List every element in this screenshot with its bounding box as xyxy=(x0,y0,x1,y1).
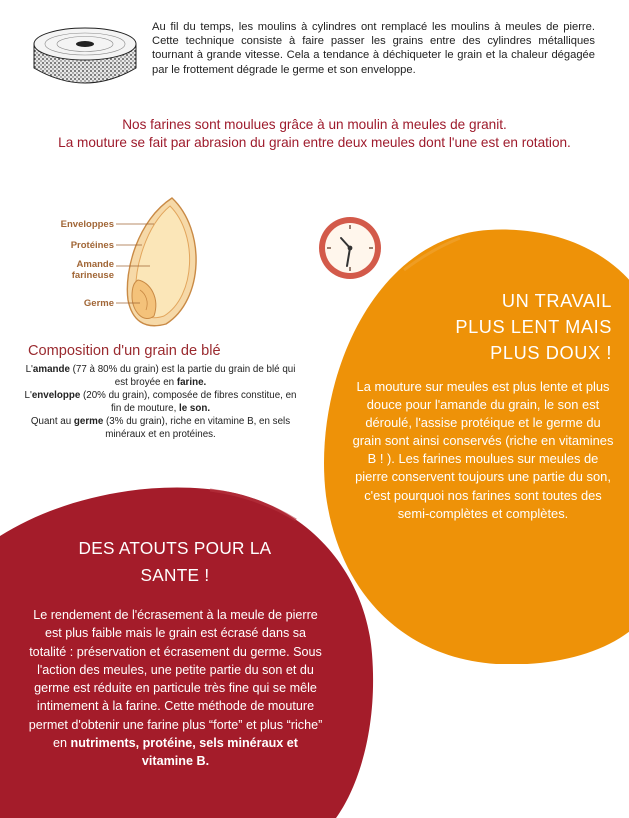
label-amande xyxy=(40,259,114,281)
orange-title-line-2: PLUS LENT MAIS xyxy=(455,317,612,337)
text-fragment: L' xyxy=(24,390,32,402)
term-son: le son. xyxy=(179,403,211,415)
text-fragment: (20% du grain), composée de fibres constitue, en fin de mouture, xyxy=(80,390,297,415)
red-title-line-2: SANTE ! xyxy=(140,565,210,585)
headline-line-1: Nos farines sont moulues grâce à un moulin à meules de granit. xyxy=(122,117,507,132)
label-amande-line-1: Amande xyxy=(76,259,114,270)
red-title-line-1: DES ATOUTS POUR LA xyxy=(78,538,272,558)
millstone-illustration xyxy=(30,18,140,90)
text-fragment: Quant au xyxy=(30,416,74,428)
composition-title: Composition d'un grain de blé xyxy=(28,343,221,359)
red-block-text xyxy=(28,606,323,771)
text-fragment: L' xyxy=(25,364,33,375)
orange-block-text: La mouture sur meules est plus lente et plus douce pour l'amande du grain, le son est déroulé, l'assise protéique et le germe du grain sont ainsi conservés (riche en vitamines B ! ). Les farines moulues sur meules de pierre conservent toujours une partie du son, c'est pourquoi nos farines sont toutes des semi-complètes et complètes. xyxy=(352,379,614,521)
term-enveloppe: enveloppe xyxy=(31,390,81,402)
label-proteines: Protéines xyxy=(70,240,114,251)
label-enveloppes: Enveloppes xyxy=(60,219,114,230)
red-text-bold: nutriments, protéine, sels minéraux et vitamine B. xyxy=(70,736,298,769)
text-fragment: (3% du grain), riche en vitamine B, en sels minéraux et en protéines. xyxy=(103,416,291,441)
text-fragment: (77 à 80% du grain) est la partie du grain de blé qui est broyée en xyxy=(69,364,296,389)
term-germe: germe xyxy=(73,416,104,428)
orange-block-title xyxy=(390,288,612,366)
headline-line-2: La mouture se fait par abrasion du grain entre deux meules dont l'une est en rotation. xyxy=(58,135,571,150)
headline xyxy=(0,116,629,152)
label-germe: Germe xyxy=(83,298,114,309)
orange-title-line-3: PLUS DOUX ! xyxy=(490,343,612,363)
intro-paragraph: Au fil du temps, les moulins à cylindres ont remplacé les moulins à meules de pierre. Cette technique consiste à faire passer les grains entre des cylindres métalliques tournant à grande vitesse. Cela a tendance à déchiqueter le grain et la chaleur dégagée par le frottement dégrade le germe et son enveloppe. xyxy=(152,21,595,76)
composition-text xyxy=(18,363,303,442)
red-block-title xyxy=(30,535,320,589)
term-farine: farine. xyxy=(176,377,207,389)
orange-title-line-1: UN TRAVAIL xyxy=(501,291,612,311)
clock-icon xyxy=(316,214,384,282)
label-amande-line-2: farineuse xyxy=(71,270,114,281)
term-amande: amande xyxy=(32,364,70,375)
red-text-body: Le rendement de l'écrasement à la meule de pierre est plus faible mais le grain est écrasé dans sa totalité : préservation et écrasement du germe. Sous l'action des meules, une petite partie du son et du germe est réduite en particule très fine qui se mêle intimement à la farine. Cette méthode de mouture permet d'obtenir une farine plus “forte” et plus “riche” en xyxy=(28,608,323,751)
